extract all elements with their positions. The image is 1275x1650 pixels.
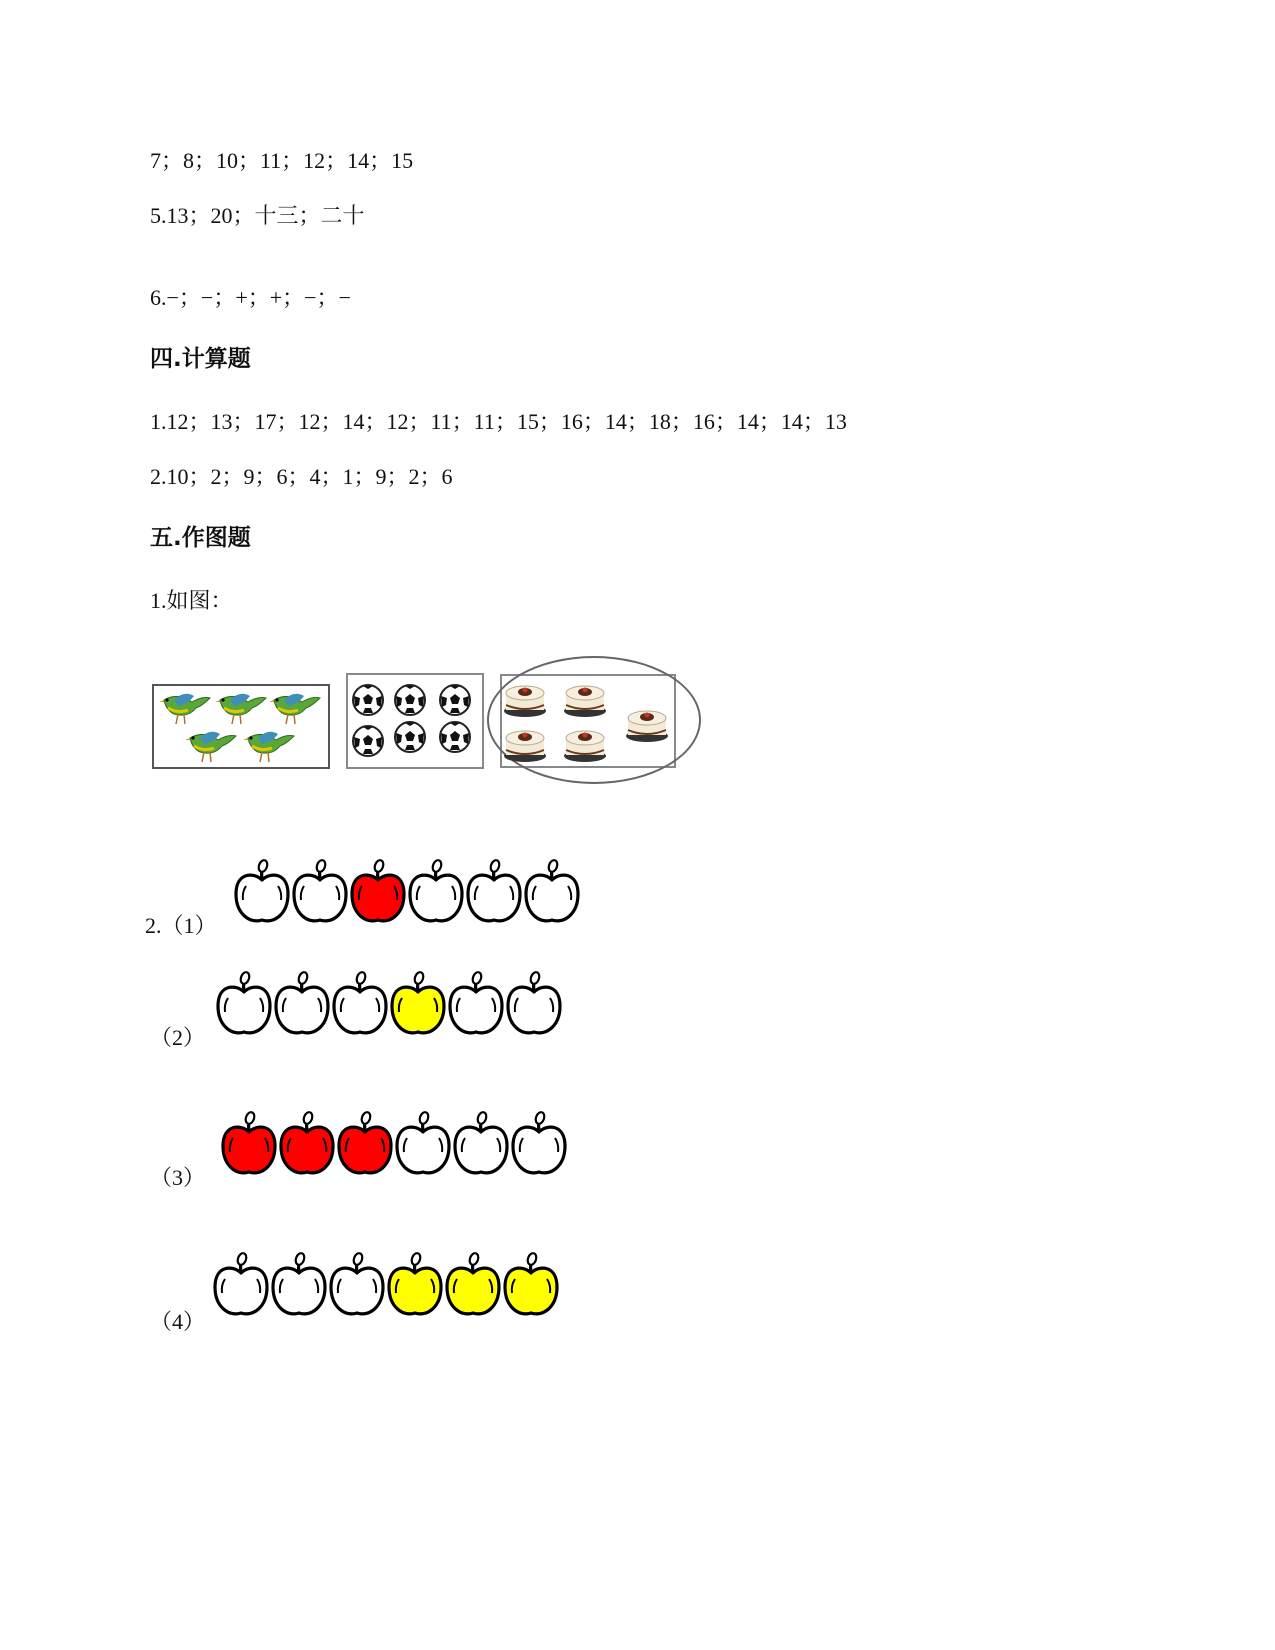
apple-row-label-1: 2.（1） (145, 913, 217, 938)
soccer-ball-icon (351, 683, 385, 722)
answer-line-6: 6.−；−；+；+；−；− (150, 285, 351, 310)
cake-icon (562, 724, 608, 769)
white-apple-icon (272, 970, 332, 1045)
bird-icon (242, 724, 298, 771)
red-apple-icon (348, 858, 408, 933)
section-heading-calculation: 四.计算题 (150, 346, 251, 372)
cake-icon (624, 704, 670, 749)
white-apple-icon (393, 1110, 453, 1185)
white-apple-icon (406, 858, 466, 933)
cake-icon (562, 679, 608, 724)
soccer-ball-icon (393, 720, 427, 759)
white-apple-icon (446, 970, 506, 1045)
answer-line-calc-1: 1.12；13；17；12；14；12；11；11；15；16；14；18；16；14；14；13 (150, 409, 847, 434)
white-apple-icon (211, 1251, 271, 1326)
white-apple-icon (330, 970, 390, 1045)
white-apple-icon (451, 1110, 511, 1185)
apple-row-label-3: （3） (150, 1165, 206, 1190)
answer-line-7-to-15: 7；8；10；11；12；14；15 (150, 148, 414, 173)
white-apple-icon (504, 970, 564, 1045)
red-apple-icon (277, 1110, 337, 1185)
white-apple-icon (327, 1251, 387, 1326)
bird-icon (184, 724, 240, 771)
soccer-ball-icon (438, 683, 472, 722)
yellow-apple-icon (443, 1251, 503, 1326)
answer-line-calc-2: 2.10；2；9；6；4；1；9；2；6 (150, 464, 453, 489)
white-apple-icon (509, 1110, 569, 1185)
soccer-ball-icon (351, 724, 385, 763)
cake-icon (502, 679, 548, 724)
soccer-ball-icon (438, 720, 472, 759)
apple-row-label-4: （4） (150, 1309, 206, 1334)
white-apple-icon (269, 1251, 329, 1326)
apple-row-label-2: （2） (150, 1025, 206, 1050)
red-apple-icon (219, 1110, 279, 1185)
white-apple-icon (522, 858, 582, 933)
white-apple-icon (214, 970, 274, 1045)
section-heading-drawing: 五.作图题 (150, 525, 251, 551)
soccer-ball-icon (393, 683, 427, 722)
white-apple-icon (232, 858, 292, 933)
red-apple-icon (335, 1110, 395, 1185)
white-apple-icon (290, 858, 350, 933)
yellow-apple-icon (501, 1251, 561, 1326)
answer-line-5: 5.13；20；十三；二十 (150, 203, 365, 228)
answer-line-drawing-1: 1.如图： (150, 588, 233, 613)
yellow-apple-icon (385, 1251, 445, 1326)
white-apple-icon (464, 858, 524, 933)
yellow-apple-icon (388, 970, 448, 1045)
cake-icon (502, 724, 548, 769)
